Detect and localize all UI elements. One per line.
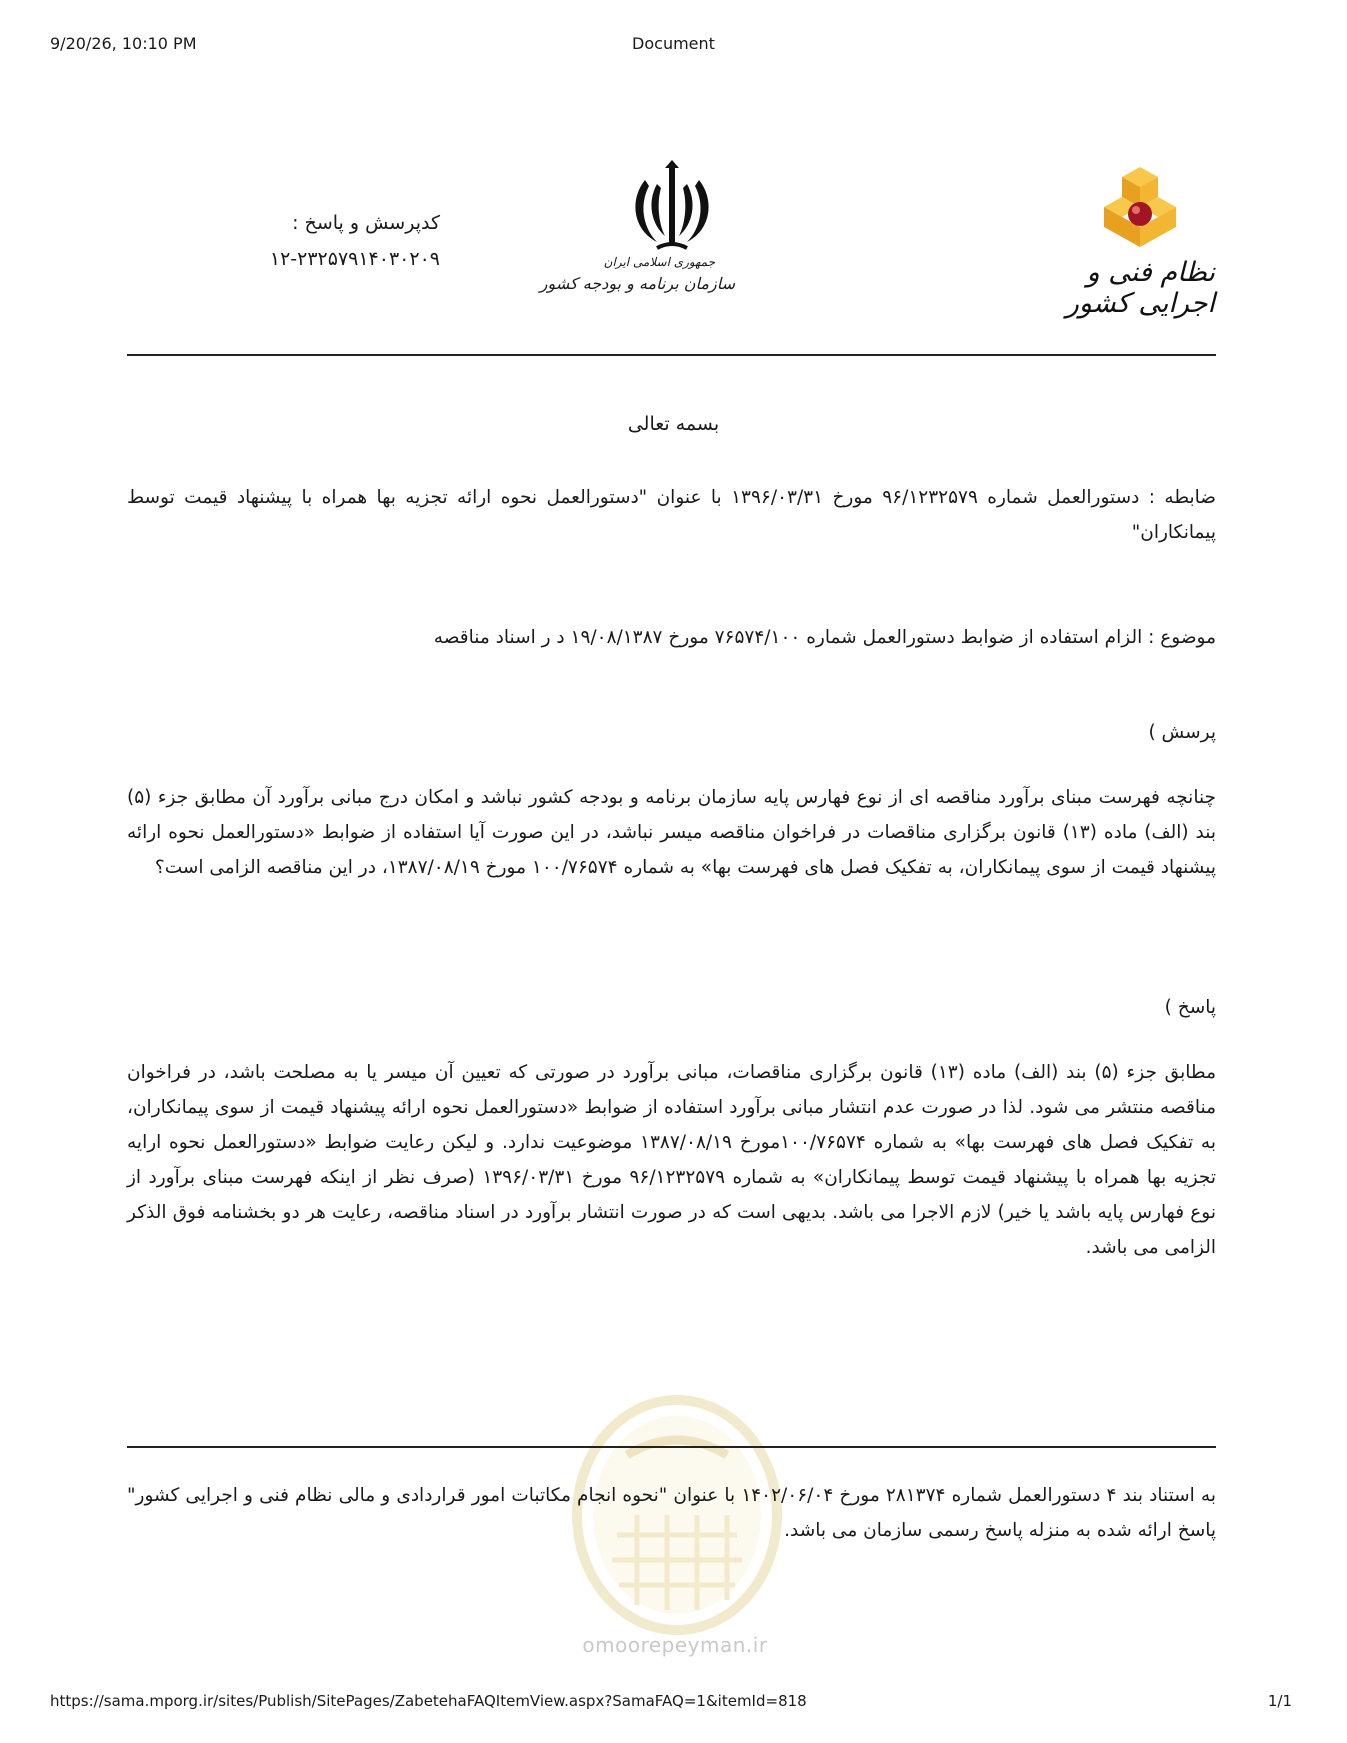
iran-emblem-icon bbox=[627, 160, 717, 255]
faq-code-label: کدپرسش و پاسخ : bbox=[292, 212, 440, 234]
bismillah-heading: بسمه تعالی bbox=[627, 413, 720, 435]
question-body: چنانچه فهرست مبنای برآورد مناقصه ای از نوع فهارس پایه سازمان برنامه و بودجه کشور نباشد و امکان درج مبانی برآورد آن مطابق جزء (۵) بند (الف) ماده (۱۳) قانون برگزاری مناقصات در فراخوان مناقصه میسر نباشد، در این صورت آیا استفاده از ضوابط «دستورالعمل نحوه ارائه پیشنهاد قیمت از سوی پیمانکاران، به تفکیک فصل های فهرست بها» به شماره ۱۰۰/۷۶۵۷۴ مورخ ۱۳۸۷/۰۸/۱۹، در این مناقصه الزامی است؟ bbox=[127, 787, 1217, 878]
footer-note: به استناد بند ۴ دستورالعمل شماره ۲۸۱۳۷۴ مورخ ۱۴۰۲/۰۶/۰۴ با عنوان "نحوه انجام مکاتبات امور قراردادی و مالی نظام فنی و اجرایی کشور" پاسخ ارائه شده به منزله پاسخ رسمی سازمان می باشد. bbox=[127, 1485, 1216, 1541]
watermark-caption: omoorepeyman.ir bbox=[582, 1633, 768, 1657]
cube-logo-icon bbox=[1093, 162, 1188, 257]
subject-line: موضوع : الزام استفاده از ضوابط دستورالعمل شماره ۷۶۵۷۴/۱۰۰ مورخ ۱۹/۰۸/۱۳۸۷ د ر اسناد مناقصه bbox=[433, 627, 1216, 648]
answer-heading: پاسخ ) bbox=[1164, 997, 1216, 1018]
print-title: Document bbox=[632, 34, 715, 53]
emblem-caption-2: سازمان برنامه و بودجه کشور bbox=[539, 274, 735, 293]
page-url-link[interactable]: https://sama.mporg.ir/sites/Publish/SitePages/ZabetehaFAQItemView.aspx?SamaFAQ=1&itemId=818 bbox=[50, 1692, 807, 1710]
regulation-paragraph: ضابطه : دستورالعمل شماره ۹۶/۱۲۳۲۵۷۹ مورخ ۱۳۹۶/۰۳/۳۱ با عنوان "دستورالعمل نحوه ارائه تجزیه بها همراه با پیشنهاد قیمت توسط پیمانکاران" bbox=[127, 487, 1216, 543]
footer-divider bbox=[127, 1446, 1216, 1448]
question-heading: پرسش ) bbox=[1148, 722, 1216, 743]
emblem-caption-1: جمهوری اسلامی ایران bbox=[603, 255, 715, 269]
faq-code-block bbox=[200, 205, 440, 277]
print-datetime: 9/20/26, 10:10 PM bbox=[50, 34, 197, 53]
org-name-logotype: نظام فنی و اجرایی کشور bbox=[1065, 257, 1215, 319]
faq-code-value: ۱۲-۲۳۲۵۷۹۱۴۰۳۰۲۰۹ bbox=[269, 248, 440, 270]
answer-body: مطابق جزء (۵) بند (الف) ماده (۱۳) قانون برگزاری مناقصات، مبانی برآورد در صورتی که تعیین آن میسر یا به مصلحت باشد، در فراخوان مناقصه منتشر می شود. لذا در صورت عدم انتشار مبانی برآورد استفاده از ضوابط «دستورالعمل نحوه ارائه پیشنهاد قیمت از سوی پیمانکاران، به تفکیک فصل های فهرست بها» به شماره ۱۰۰/۷۶۵۷۴مورخ ۱۳۸۷/۰۸/۱۹ موضوعیت ندارد. و لیکن رعایت ضوابط «دستورالعمل نحوه ارایه تجزیه بها همراه با پیشنهاد قیمت توسط پیمانکاران» به شماره ۹۶/۱۲۳۲۵۷۹ مورخ ۱۳۹۶/۰۳/۳۱ (صرف نظر از اینکه فهرست مبنای برآورد از نوع فهارس پایه باشد یا خیر) لازم الاجرا می باشد. بدیهی است که در صورت انتشار برآورد در اسناد مناقصه، رعایت هر دو بخشنامه فوق الذکر الزامی می باشد. bbox=[127, 1062, 1217, 1258]
header-divider bbox=[127, 354, 1216, 356]
org-logo bbox=[1065, 162, 1215, 319]
page-number: 1/1 bbox=[1267, 1692, 1292, 1710]
emblem bbox=[539, 160, 735, 310]
